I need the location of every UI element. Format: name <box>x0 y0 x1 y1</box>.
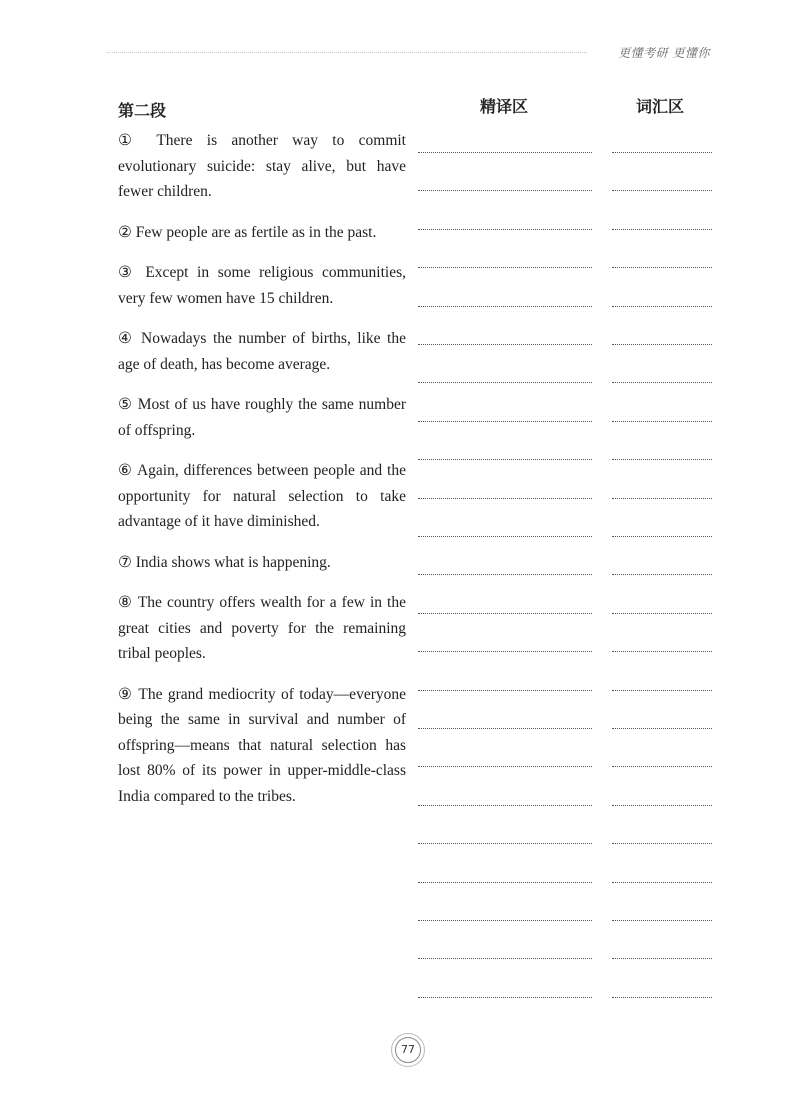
vocabulary-writing-line[interactable] <box>612 805 712 806</box>
translation-writing-line[interactable] <box>418 766 592 767</box>
vocabulary-writing-line[interactable] <box>612 958 712 959</box>
vocabulary-writing-line[interactable] <box>612 882 712 883</box>
vocabulary-writing-line[interactable] <box>612 267 712 268</box>
translation-writing-line[interactable] <box>418 229 592 230</box>
vocabulary-writing-line[interactable] <box>612 306 712 307</box>
translation-writing-line[interactable] <box>418 690 592 691</box>
translation-writing-line[interactable] <box>418 152 592 153</box>
translation-column-heading: 精译区 <box>480 97 529 116</box>
vocabulary-writing-line[interactable] <box>612 574 712 575</box>
vocabulary-writing-line[interactable] <box>612 190 712 191</box>
translation-writing-line[interactable] <box>418 344 592 345</box>
vocabulary-writing-line[interactable] <box>612 920 712 921</box>
translation-writing-line[interactable] <box>418 574 592 575</box>
vocabulary-writing-line[interactable] <box>612 421 712 422</box>
translation-writing-line[interactable] <box>418 958 592 959</box>
vocabulary-writing-line[interactable] <box>612 690 712 691</box>
sentence-8: ⑧ The country offers wealth for a few in the great cities and poverty for the remaining tribal peoples. <box>118 594 406 662</box>
sentence-9: ⑨ The grand mediocrity of today—everyone being the same in survival and number of offspring—means that natural selection has lost 80% of its power in upper-middle-class India compared to the tribes. <box>118 685 406 805</box>
header-slogan: 更懂考研 更懂你 <box>618 46 710 60</box>
vocabulary-writing-line[interactable] <box>612 613 712 614</box>
translation-writing-line[interactable] <box>418 651 592 652</box>
vocabulary-writing-line[interactable] <box>612 843 712 844</box>
translation-writing-line[interactable] <box>418 805 592 806</box>
sentence-3: ③ Except in some religious communities, very few women have 15 children. <box>118 264 406 307</box>
sentence-7: ⑦ India shows what is happening. <box>118 553 331 571</box>
sentence-5: ⑤ Most of us have roughly the same number of offspring. <box>118 396 406 439</box>
translation-writing-line[interactable] <box>418 997 592 998</box>
translation-writing-line[interactable] <box>418 459 592 460</box>
translation-writing-line[interactable] <box>418 190 592 191</box>
vocabulary-column-heading: 词汇区 <box>636 97 685 116</box>
sentence-4: ④ Nowadays the number of births, like the age of death, has become average. <box>118 330 406 373</box>
sentence-1: ① There is another way to commit evolutionary suicide: stay alive, but have fewer children. <box>118 132 406 200</box>
vocabulary-writing-line[interactable] <box>612 344 712 345</box>
vocabulary-writing-line[interactable] <box>612 728 712 729</box>
translation-writing-line[interactable] <box>418 382 592 383</box>
vocabulary-writing-line[interactable] <box>612 382 712 383</box>
sentence-list <box>118 128 406 824</box>
translation-writing-line[interactable] <box>418 613 592 614</box>
translation-writing-line[interactable] <box>418 306 592 307</box>
vocabulary-writing-line[interactable] <box>612 152 712 153</box>
section-title: 第二段 <box>118 101 167 120</box>
page-number: 77 <box>395 1037 421 1063</box>
vocabulary-writing-line[interactable] <box>612 459 712 460</box>
header-rule <box>107 52 587 53</box>
translation-writing-line[interactable] <box>418 843 592 844</box>
vocabulary-writing-line[interactable] <box>612 766 712 767</box>
translation-writing-line[interactable] <box>418 536 592 537</box>
sentence-2: ② Few people are as fertile as in the past. <box>118 223 377 241</box>
vocabulary-writing-line[interactable] <box>612 651 712 652</box>
vocabulary-writing-line[interactable] <box>612 229 712 230</box>
translation-writing-line[interactable] <box>418 498 592 499</box>
translation-writing-line[interactable] <box>418 882 592 883</box>
sentence-6: ⑥ Again, differences between people and the opportunity for natural selection to take advantage of it have diminished. <box>118 462 406 530</box>
vocabulary-writing-line[interactable] <box>612 997 712 998</box>
translation-writing-line[interactable] <box>418 267 592 268</box>
translation-writing-line[interactable] <box>418 421 592 422</box>
vocabulary-writing-line[interactable] <box>612 536 712 537</box>
translation-writing-line[interactable] <box>418 728 592 729</box>
vocabulary-writing-line[interactable] <box>612 498 712 499</box>
translation-writing-line[interactable] <box>418 920 592 921</box>
